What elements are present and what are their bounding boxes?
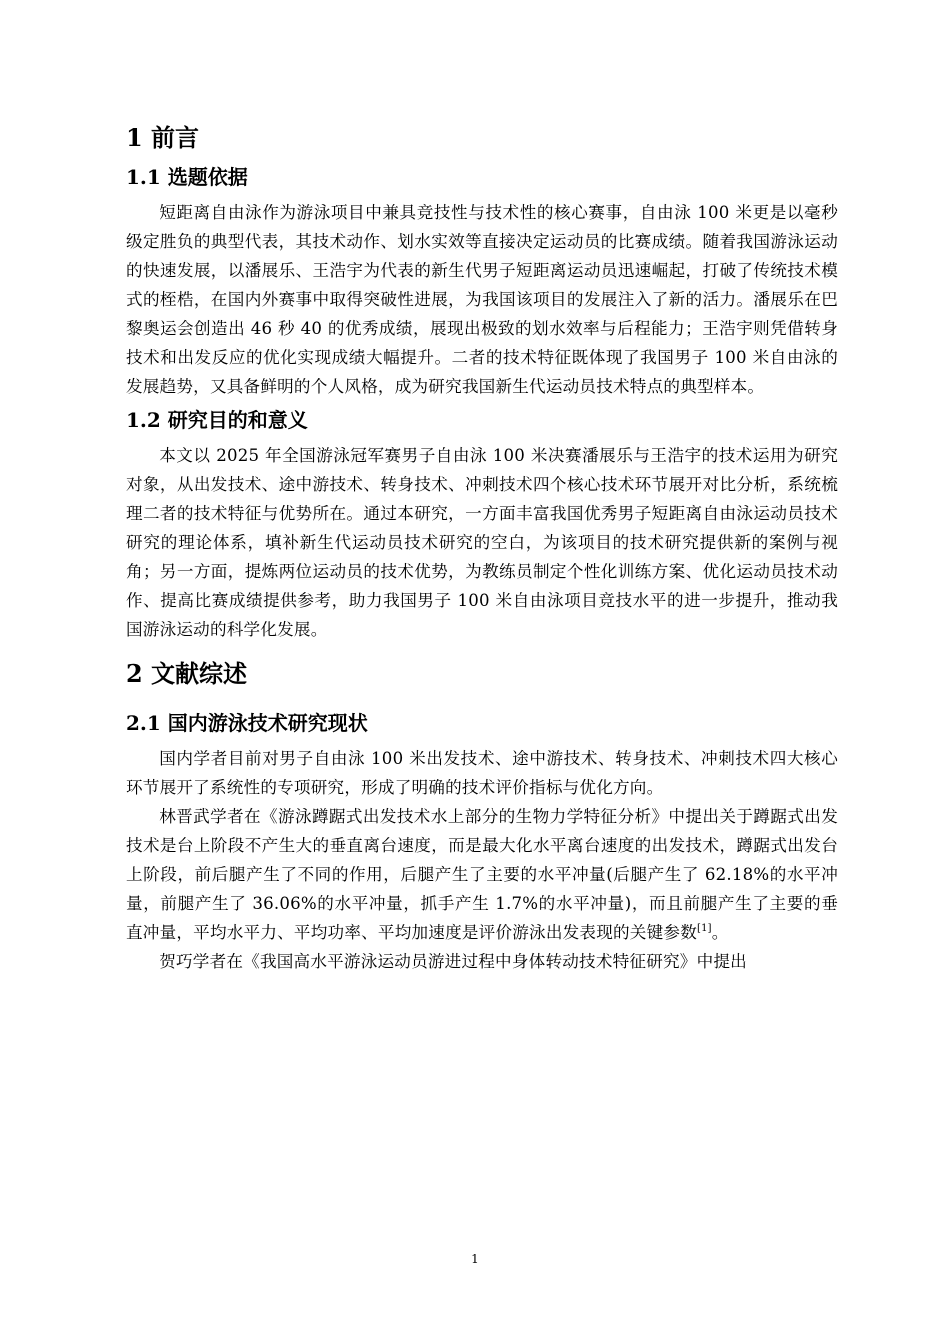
paragraph-2-1-a: 国内学者目前对男子自由泳 100 米出发技术、途中游技术、转身技术、冲刺技术四大核心环节展开了系统性的专项研究，形成了明确的技术评价指标与优化方向。 — [126, 749, 838, 797]
section-heading-2: 2 文献综述 — [126, 659, 248, 688]
document-body — [126, 118, 838, 976]
page-number: 1 — [471, 1252, 479, 1266]
subsection-heading-1-1: 1.1 选题依据 — [126, 165, 248, 189]
citation-ref: [1] — [697, 923, 712, 934]
subsection-heading-2-1: 2.1 国内游泳技术研究现状 — [126, 711, 368, 735]
paragraph-2-1-b — [126, 802, 838, 947]
section-heading-1: 1 前言 — [126, 123, 200, 152]
paragraph-2-1-c: 贺巧学者在《我国高水平游泳运动员游进过程中身体转动技术特征研究》中提出 — [159, 952, 747, 971]
paragraph-2-1-b-end: 。 — [711, 923, 729, 942]
paragraph-2-1-b-text: 林晋武学者在《游泳蹲踞式出发技术水上部分的生物力学特征分析》中提出关于蹲踞式出发技术是台上阶段不产生大的垂直离台速度，而是最大化水平离台速度的出发技术，蹲踞式出发台上阶段，前后腿产生了不同的作用，后腿产生了主要的水平冲量(后腿产生了 62.18%的水平冲量，前腿产生了 36.06%的水平冲量，抓手产生 1.7%的水平冲量)，而且前腿产生了主要的垂直冲量，平均水平力、平均功率、平均加速度是评价游泳出发表现的关键参数 — [126, 807, 838, 942]
subsection-heading-1-2: 1.2 研究目的和意义 — [126, 408, 308, 432]
paragraph-1-1: 短距离自由泳作为游泳项目中兼具竞技性与技术性的核心赛事，自由泳 100 米更是以毫秒级定胜负的典型代表，其技术动作、划水实效等直接决定运动员的比赛成绩。随着我国游泳运动的快速发展，以潘展乐、王浩宇为代表的新生代男子短距离运动员迅速崛起，打破了传统技术模式的桎梏，在国内外赛事中取得突破性进展，为我国该项目的发展注入了新的活力。潘展乐在巴黎奥运会创造出 46 秒 40 的优秀成绩，展现出极致的划水效率与后程能力；王浩宇则凭借转身技术和出发反应的优化实现成绩大幅提升。二者的技术特征既体现了我国男子 100 米自由泳的发展趋势，又具备鲜明的个人风格，成为研究我国新生代运动员技术特点的典型样本。 — [126, 203, 838, 396]
paragraph-1-2: 本文以 2025 年全国游泳冠军赛男子自由泳 100 米决赛潘展乐与王浩宇的技术运用为研究对象，从出发技术、途中游技术、转身技术、冲刺技术四个核心技术环节展开对比分析，系统梳理二者的技术特征与优势所在。通过本研究，一方面丰富我国优秀男子短距离自由泳运动员技术研究的理论体系，填补新生代运动员技术研究的空白，为该项目的技术研究提供新的案例与视角；另一方面，提炼两位运动员的技术优势，为教练员制定个性化训练方案、优化运动员技术动作、提高比赛成绩提供参考，助力我国男子 100 米自由泳项目竞技水平的进一步提升，推动我国游泳运动的科学化发展。 — [126, 446, 838, 639]
